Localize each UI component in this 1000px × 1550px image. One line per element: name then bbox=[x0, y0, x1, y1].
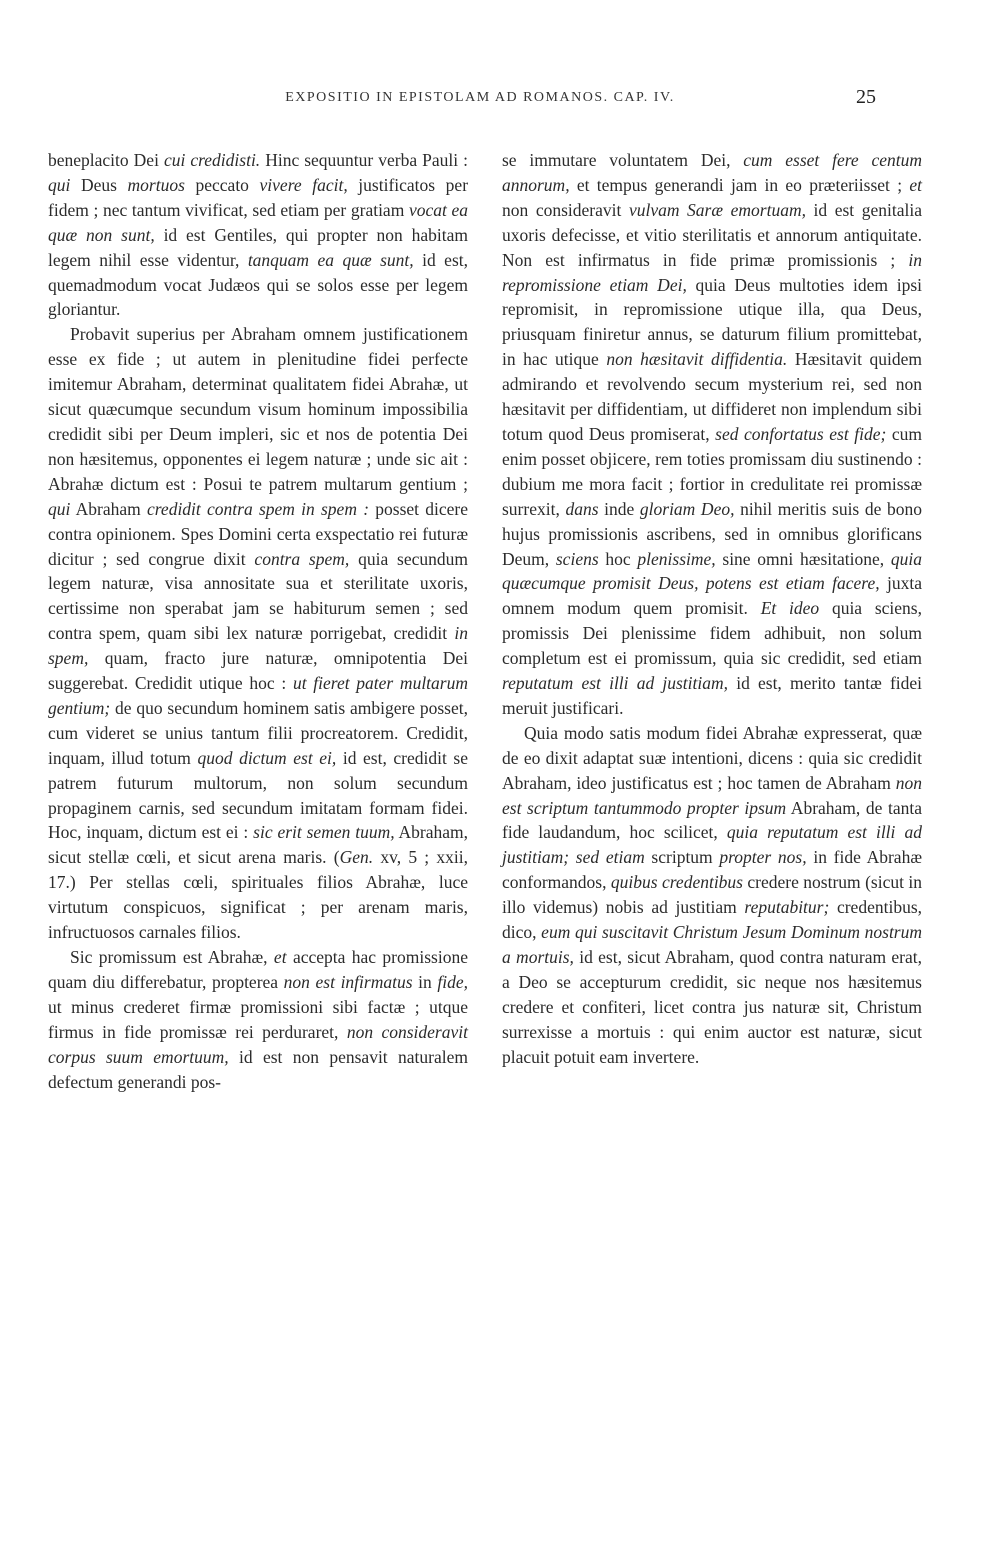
text-span: id est Gentiles, qui propter non habitam legem nihil esse videntur, bbox=[48, 224, 468, 270]
italic-text: eum qui suscitavit Christum Jesum Dominum nostrum a mortuis, bbox=[502, 922, 923, 967]
text-span: id est, merito tantæ fidei meruit justificari. bbox=[502, 673, 923, 718]
text-span: quia Deus multoties idem ipsi repromisit, in repromissione utique illa, qua Deus, priusquam finiretur annus, se daturum filium promittebat, in hac utique bbox=[502, 274, 922, 370]
text-span: id est, credidit se patrem futurum multorum, non solum secundum propaginem carnis, sed secundum imitatam formam fidei. Hoc, inquam, dictum est ei : bbox=[48, 747, 469, 843]
text-span: Sic promissum est Abrahæ, bbox=[70, 947, 274, 967]
text-span: Hinc sequuntur verba Pauli : bbox=[260, 150, 468, 170]
text-span: posset dicere contra opinionem. Spes Domini certa exspectatio rei futuræ dicitur ; sed congrue dixit bbox=[48, 498, 468, 569]
italic-text: vocat ea quæ non sunt, bbox=[48, 199, 468, 245]
paragraph bbox=[48, 322, 468, 945]
text-span: cum enim posset objicere, rem toties promissam diu sustinendo : dubium me mora facit ; fortior in credulitate rei promissæ surrexit, bbox=[502, 423, 922, 519]
text-span: accepta hac promissione quam diu differebatur, propterea bbox=[48, 947, 468, 992]
italic-text: sed confortatus est fide; bbox=[715, 423, 887, 444]
text-span: quia secundum legem naturæ, visa annositate sua et sterilitate uxoris, certissime non sperabat jam se habiturum semen ; sed contra spem, quam sibi lex naturæ porrigebat, credidit bbox=[48, 548, 469, 644]
left-text-column bbox=[48, 148, 468, 1094]
text-span: sine omni hæsitatione, bbox=[715, 548, 891, 569]
italic-text: fide, bbox=[437, 971, 468, 992]
italic-text: Gen. bbox=[339, 847, 374, 868]
text-span: in fide Abrahæ conformandos, bbox=[502, 847, 922, 893]
text-span: Abraham bbox=[70, 498, 147, 519]
right-text-column bbox=[502, 148, 922, 1070]
italic-text: quia quæcumque promisit Deus, potens est etiam facere, bbox=[502, 548, 922, 594]
italic-text: dans bbox=[565, 498, 599, 519]
text-span: Quia modo satis modum fidei Abrahæ expresserat, quæ de eo dixit adaptat suæ intentioni, dicens : quia sic credidit Abraham, ideo justificatus est ; hoc tamen de Abraham bbox=[502, 722, 922, 793]
italic-text: cui credidisti. bbox=[163, 150, 261, 170]
text-span: in bbox=[412, 971, 438, 992]
italic-text: quod dictum est ei, bbox=[197, 747, 337, 768]
italic-text: credidit contra spem in spem : bbox=[147, 498, 370, 519]
paragraph bbox=[502, 148, 922, 721]
text-span: juxta omnem modum quem promisit. bbox=[502, 573, 923, 619]
text-span: Probavit superius per Abraham omnem justificationem esse ex fide ; ut autem in plenitudine fidei perfecte imitemur Abraham, determinat qualitatem fidei Abrahæ, ut sicut quæcumque secundum visum hominum impossibilia credidit sibi per Deum impleri, sic et nos de potentia Dei non hæsitemus, opponentes ei legem naturæ ; unde sic ait : Abrahæ dictum est : Posui te patrem multarum gentium ; bbox=[48, 324, 468, 494]
italic-text: in repromissione etiam Dei, bbox=[502, 249, 922, 295]
italic-text: tanquam ea quæ sunt, bbox=[247, 249, 414, 270]
italic-text: non hæsitavit diffidentia. bbox=[606, 349, 788, 370]
italic-text: propter nos, bbox=[719, 847, 807, 868]
text-span: scriptum bbox=[644, 847, 720, 868]
text-span: nihil meritis suis de bono hujus promissionis ascribens, sed in omnibus glorificans Deum, bbox=[502, 498, 922, 569]
italic-text: vulvam Saræ emortuam, bbox=[628, 199, 806, 220]
italic-text: in spem, bbox=[48, 623, 468, 669]
text-span: credere nostrum (sicut in illo videmus) nobis ad justitiam bbox=[502, 872, 922, 918]
text-span: Abraham, de tanta fide laudandum, hoc scilicet, bbox=[502, 797, 922, 843]
text-span: et tempus generandi jam in eo præteriisset ; bbox=[569, 174, 910, 195]
page-number: 25 bbox=[856, 86, 876, 108]
text-span: Abraham, sicut stellæ cœli, et sicut arena maris. ( bbox=[48, 822, 468, 868]
italic-text: plenissime, bbox=[637, 548, 716, 569]
running-title: EXPOSITIO IN EPISTOLAM AD ROMANOS. CAP. IV. bbox=[285, 90, 675, 105]
italic-text: ut fieret pater multarum gentium; bbox=[48, 673, 468, 718]
paragraph bbox=[502, 721, 922, 1070]
italic-text: qui bbox=[48, 174, 71, 195]
text-span: id est, quemadmodum vocat Judæos qui se solos esse per legem gloriantur. bbox=[48, 249, 468, 320]
paragraph bbox=[48, 945, 468, 1094]
text-span: non consideravit bbox=[502, 199, 629, 220]
text-span: Deus bbox=[70, 174, 128, 195]
italic-text: cum esset fere centum annorum, bbox=[502, 150, 922, 195]
italic-text: qui bbox=[48, 498, 71, 519]
text-span: Hæsitavit quidem admirando et revolvendo secum mysterium rei, sed non hæsitavit per diffidentiam, ut diffideret non implendum sibi totum quod Deus promiserat, bbox=[502, 349, 923, 444]
italic-text: non est scriptum tantummodo propter ipsum bbox=[502, 772, 922, 818]
italic-text: contra spem, bbox=[254, 548, 350, 569]
text-span: id est, sicut Abraham, quod contra naturam erat, a Deo se accepturum credidit, sic neque nos hæsitemus credere et confiteri, licet contra jus naturæ sit, Christum surrexisse a mortuis : qui enim auctor est naturæ, sicut placuit potuit eam invertere. bbox=[502, 947, 922, 1067]
italic-text: mortuos bbox=[127, 174, 185, 195]
text-span: peccato bbox=[184, 174, 260, 195]
text-span: id est genitalia uxoris defecisse, et vitio sterilitatis et annorum antiquitate. Non est infirmatus in fide primæ promissionis ; bbox=[502, 199, 922, 270]
italic-text: vivere facit, bbox=[259, 174, 348, 195]
italic-text: non consideravit corpus suum emortuum, bbox=[48, 1021, 468, 1067]
italic-text: quibus credentibus bbox=[610, 872, 743, 893]
text-span: se immutare voluntatem Dei, bbox=[502, 150, 744, 170]
text-span: justificatos per fidem ; nec tantum vivificat, sed etiam per gratiam bbox=[48, 174, 469, 220]
italic-text: Et ideo bbox=[760, 598, 820, 619]
text-span: id est non pensavit naturalem defectum generandi pos- bbox=[48, 1046, 468, 1092]
italic-text: gloriam Deo, bbox=[639, 498, 735, 519]
italic-text: quia reputatum est illi ad justitiam; sed etiam bbox=[502, 822, 922, 868]
text-span: inde bbox=[598, 498, 640, 519]
text-span: beneplacito Dei bbox=[48, 150, 164, 170]
text-span: quia sciens, promissis Dei plenissime fidem adhibuit, non solum completum est ei promissum, quia sic credidit, sed etiam bbox=[502, 598, 922, 669]
italic-text: non est infirmatus bbox=[283, 971, 413, 992]
italic-text: sciens bbox=[555, 548, 599, 569]
text-span: credentibus, dico, bbox=[502, 897, 922, 943]
paragraph bbox=[48, 148, 468, 322]
text-span: ut minus crederet firmæ promissioni sibi factæ ; utque firmus in fide promissæ rei perduraret, bbox=[48, 996, 468, 1042]
text-span: hoc bbox=[598, 548, 638, 569]
italic-text: reputabitur; bbox=[744, 897, 830, 918]
italic-text: sic erit semen tuum, bbox=[253, 822, 395, 843]
text-span: xv, 5 ; xxii, 17.) Per stellas cœli, spirituales filios Abrahæ, luce virtutum conspicuos, significat ; per arenam maris, infructuosos carnales filios. bbox=[48, 847, 468, 943]
italic-text: et bbox=[273, 947, 287, 967]
italic-text: reputatum est illi ad justitiam, bbox=[502, 673, 729, 694]
italic-text: et bbox=[909, 174, 922, 195]
text-span: quam, fracto jure naturæ, omnipotentia Dei suggerebat. Credidit utique hoc : bbox=[48, 648, 468, 694]
text-span: de quo secundum hominem satis ambigere posset, cum videret se unius tantum filii procreatorem. Credidit, inquam, illud totum bbox=[48, 697, 468, 768]
